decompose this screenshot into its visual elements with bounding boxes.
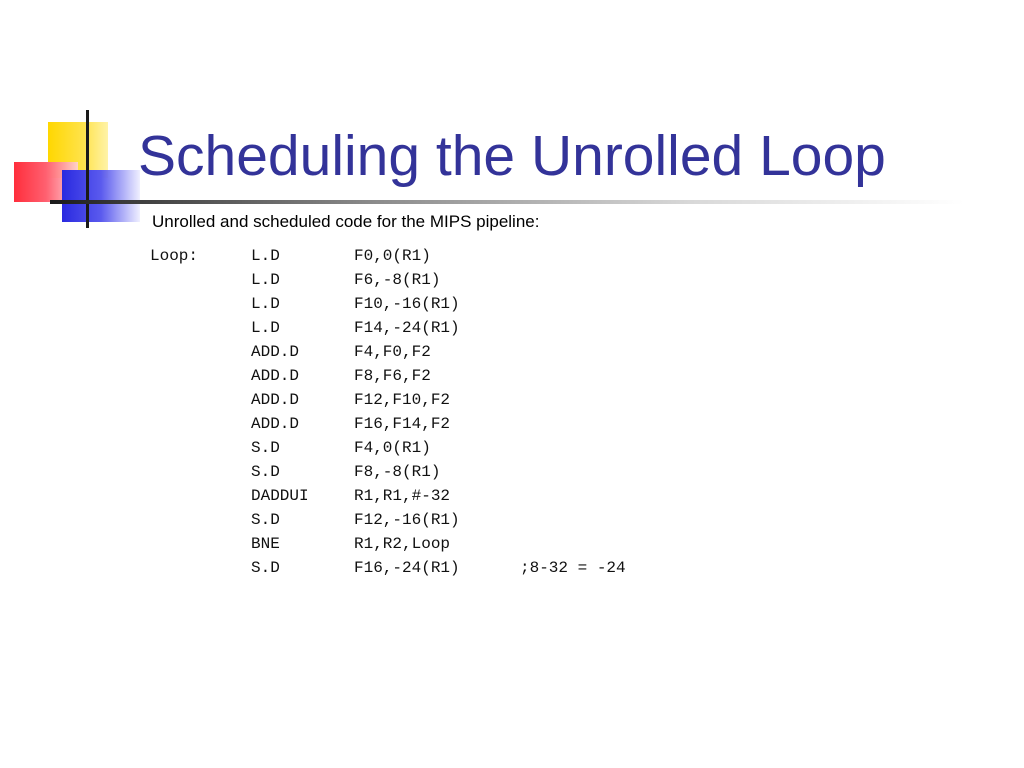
code-opcode: S.D (251, 511, 280, 529)
code-operands: F14,-24(R1) (354, 319, 460, 337)
code-opcode: L.D (251, 247, 280, 265)
code-operands: F8,F6,F2 (354, 367, 431, 385)
code-operands: F4,0(R1) (354, 439, 431, 457)
code-opcode: L.D (251, 295, 280, 313)
slide-subtitle: Unrolled and scheduled code for the MIPS pipeline: (152, 212, 540, 231)
code-operands: F6,-8(R1) (354, 271, 441, 289)
code-operands: F0,0(R1) (354, 247, 431, 265)
blue-square-decoration (62, 170, 140, 222)
code-opcode: L.D (251, 271, 280, 289)
code-comment: ;8-32 = -24 (520, 559, 626, 577)
code-label: Loop: (150, 247, 199, 265)
code-operands: F12,F10,F2 (354, 391, 451, 409)
code-operands: F16,F14,F2 (354, 415, 451, 433)
code-opcode: ADD.D (251, 415, 300, 433)
code-opcode: S.D (251, 439, 280, 457)
vertical-rule (86, 110, 89, 228)
code-opcode: ADD.D (251, 343, 300, 361)
code-operands: F16,-24(R1) (354, 559, 460, 577)
code-opcode: S.D (251, 559, 280, 577)
code-operands: F12,-16(R1) (354, 511, 460, 529)
code-opcode: L.D (251, 319, 280, 337)
code-operands: F10,-16(R1) (354, 295, 460, 313)
code-opcode: S.D (251, 463, 280, 481)
title-underline-rule (50, 200, 964, 204)
code-operands: F8,-8(R1) (354, 463, 441, 481)
code-opcode: BNE (251, 535, 280, 553)
code-operands: F4,F0,F2 (354, 343, 431, 361)
code-opcode: ADD.D (251, 367, 300, 385)
code-opcode: DADDUI (251, 487, 309, 505)
code-operands: R1,R1,#-32 (354, 487, 451, 505)
code-operands: R1,R2,Loop (354, 535, 451, 553)
code-opcode: ADD.D (251, 391, 300, 409)
slide-title: Scheduling the Unrolled Loop (138, 124, 886, 188)
